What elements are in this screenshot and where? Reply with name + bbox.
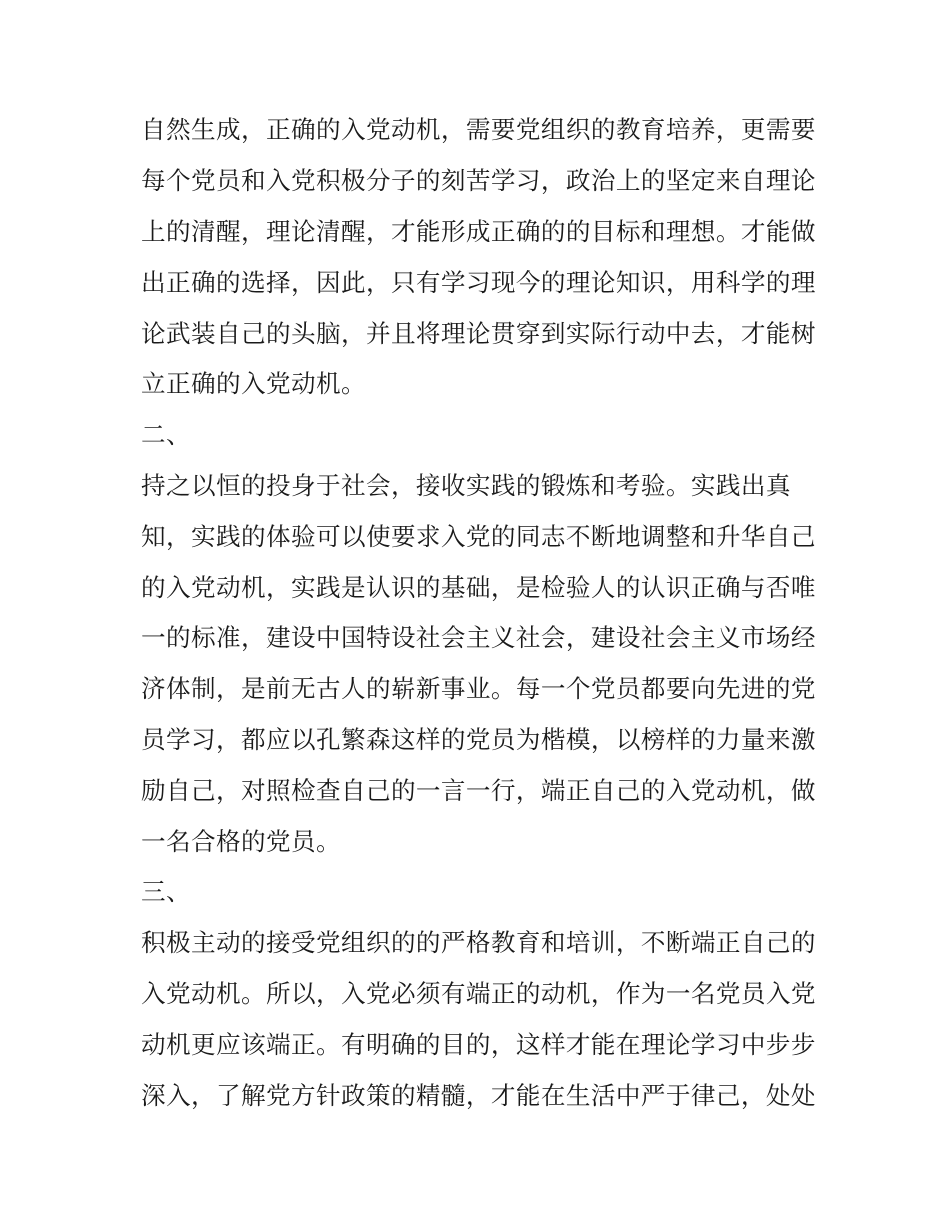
- text-line: 深入，了解党方针政策的精髓，才能在生活中严于律己，处处: [141, 1081, 816, 1110]
- text-line: 一名合格的党员。: [141, 827, 341, 856]
- section-number: 二、: [141, 420, 191, 449]
- text-line: 每个党员和入党积极分子的刻苦学习，政治上的坚定来自理论: [141, 166, 816, 195]
- text-line: 持之以恒的投身于社会，接收实践的锻炼和考验。实践出真: [141, 471, 791, 500]
- text-line: 积极主动的接受党组织的的严格教育和培训，不断端正自己的: [141, 928, 816, 957]
- text-line: 济体制，是前无古人的崭新事业。每一个党员都要向先进的党: [141, 674, 816, 703]
- text-line: 员学习，都应以孔繁森这样的党员为楷模，以榜样的力量来激: [141, 725, 816, 754]
- text-line: 知，实践的体验可以使要求入党的同志不断地调整和升华自己: [141, 522, 816, 551]
- section-number: 三、: [141, 877, 191, 906]
- text-line: 励自己，对照检查自己的一言一行，端正自己的入党动机，做: [141, 776, 816, 805]
- text-line: 上的清醒，理论清醒，才能形成正确的的目标和理想。才能做: [141, 217, 816, 246]
- text-line: 出正确的选择，因此，只有学习现今的理论知识，用科学的理: [141, 268, 816, 297]
- text-line: 入党动机。所以，入党必须有端正的动机，作为一名党员入党: [141, 979, 816, 1008]
- text-line: 立正确的入党动机。: [141, 369, 366, 398]
- text-line: 论武装自己的头脑，并且将理论贯穿到实际行动中去，才能树: [141, 319, 816, 348]
- text-line: 动机更应该端正。有明确的目的，这样才能在理论学习中步步: [141, 1030, 816, 1059]
- text-line: 自然生成，正确的入党动机，需要党组织的教育培养，更需要: [141, 115, 816, 144]
- text-line: 的入党动机，实践是认识的基础，是检验人的认识正确与否唯: [141, 573, 816, 602]
- text-line: 一的标准，建设中国特设社会主义社会，建设社会主义市场经: [141, 623, 816, 652]
